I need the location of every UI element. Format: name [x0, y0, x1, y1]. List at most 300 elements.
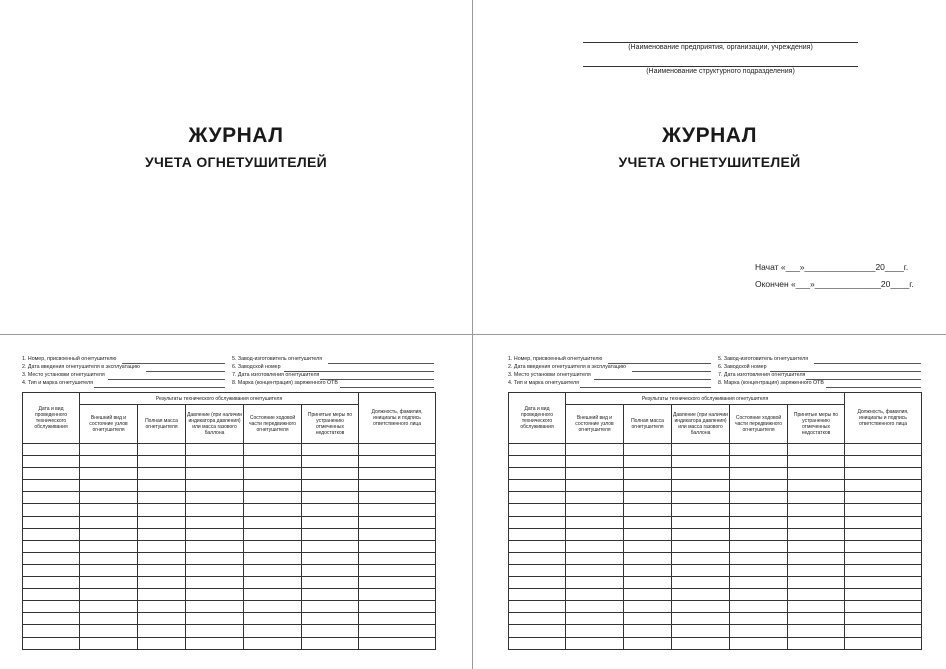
table-cell — [730, 516, 788, 528]
service-log-table — [22, 392, 436, 650]
table-cell — [359, 504, 436, 516]
table-cell — [80, 625, 138, 637]
field-agent-grade: 8. Марка (концентрация) заряженного ОТВ — [232, 380, 338, 386]
table-cell — [788, 468, 845, 480]
table-cell — [244, 480, 302, 492]
table-cell — [138, 480, 186, 492]
table-cell — [186, 601, 244, 613]
table-cell — [845, 552, 922, 564]
table-cell — [730, 552, 788, 564]
table-cell — [788, 540, 845, 552]
field-manufacture-date: 7. Дата изготовления огнетушителя — [718, 372, 806, 378]
table-row — [509, 589, 922, 601]
table-cell — [566, 601, 624, 613]
table-cell — [788, 613, 845, 625]
table-cell — [509, 528, 566, 540]
service-log-table — [508, 392, 922, 650]
table-row — [509, 552, 922, 564]
table-cell — [302, 456, 359, 468]
table-cell — [845, 589, 922, 601]
table-cell — [788, 480, 845, 492]
field-number: 1. Номер, присвоенный огнетушителю — [22, 356, 117, 362]
table-cell — [672, 540, 730, 552]
table-cell — [509, 456, 566, 468]
table-row — [23, 516, 436, 528]
table-body — [509, 444, 922, 650]
table-cell — [788, 504, 845, 516]
table-cell — [359, 468, 436, 480]
started-date: Начат «___»_______________20____г. — [755, 262, 909, 272]
table-cell — [509, 564, 566, 576]
table-cell — [80, 564, 138, 576]
table-cell — [138, 456, 186, 468]
header-measures: Принятые меры по устранению отмеченных недостатков — [302, 405, 359, 444]
table-cell — [566, 516, 624, 528]
field-number: 1. Номер, присвоенный огнетушителю — [508, 356, 603, 362]
table-cell — [566, 480, 624, 492]
table-cell — [302, 468, 359, 480]
table-cell — [23, 577, 80, 589]
table-cell — [730, 444, 788, 456]
table-cell — [845, 504, 922, 516]
table-cell — [186, 492, 244, 504]
table-cell — [624, 528, 672, 540]
table-cell — [672, 625, 730, 637]
table-cell — [302, 613, 359, 625]
table-cell — [788, 637, 845, 649]
table-cell — [672, 613, 730, 625]
field-commission-date-line — [146, 371, 225, 372]
table-cell — [138, 516, 186, 528]
table-cell — [359, 480, 436, 492]
table-cell — [730, 564, 788, 576]
table-cell — [566, 564, 624, 576]
table-cell — [566, 528, 624, 540]
table-cell — [730, 540, 788, 552]
table-cell — [624, 577, 672, 589]
table-cell — [788, 456, 845, 468]
table-cell — [788, 492, 845, 504]
table-cell — [509, 625, 566, 637]
table-cell — [509, 601, 566, 613]
header-pressure: Давление (при наличии индикатора давления) или масса газового баллона — [672, 405, 730, 444]
table-cell — [672, 552, 730, 564]
table-cell — [244, 504, 302, 516]
field-agent-grade-line — [340, 387, 434, 388]
table-cell — [244, 540, 302, 552]
table-cell — [138, 552, 186, 564]
table-cell — [624, 468, 672, 480]
table-row — [23, 577, 436, 589]
table-cell — [186, 468, 244, 480]
table-cell — [845, 492, 922, 504]
table-cell — [845, 528, 922, 540]
table-cell — [80, 613, 138, 625]
table-cell — [845, 480, 922, 492]
table-row — [23, 552, 436, 564]
table-cell — [80, 577, 138, 589]
table-cell — [80, 468, 138, 480]
table-cell — [624, 625, 672, 637]
header-responsible: Должность, фамилия, инициалы и подпись ответственного лица — [359, 393, 436, 444]
table-cell — [23, 516, 80, 528]
table-cell — [138, 528, 186, 540]
table-cell — [138, 468, 186, 480]
table-cell — [566, 589, 624, 601]
table-cell — [788, 552, 845, 564]
table-row — [23, 492, 436, 504]
header-running-gear: Состояние ходовой части передвижного огнетушителя — [730, 405, 788, 444]
table-row — [23, 540, 436, 552]
table-cell — [624, 516, 672, 528]
table-cell — [566, 492, 624, 504]
table-cell — [138, 444, 186, 456]
table-cell — [138, 625, 186, 637]
table-cell — [845, 516, 922, 528]
table-cell — [23, 564, 80, 576]
table-cell — [138, 601, 186, 613]
table-cell — [566, 577, 624, 589]
table-cell — [23, 492, 80, 504]
table-cell — [788, 564, 845, 576]
table-cell — [788, 516, 845, 528]
table-cell — [302, 516, 359, 528]
table-cell — [359, 625, 436, 637]
field-location-line — [594, 379, 711, 380]
table-row — [23, 528, 436, 540]
table-cell — [186, 625, 244, 637]
table-cell — [624, 552, 672, 564]
table-cell — [845, 613, 922, 625]
table-cell — [244, 516, 302, 528]
table-cell — [672, 516, 730, 528]
table-row — [23, 613, 436, 625]
table-cell — [23, 613, 80, 625]
field-commission-date: 2. Дата введения огнетушителя в эксплуатацию — [508, 364, 626, 370]
table-cell — [845, 468, 922, 480]
table-cell — [186, 589, 244, 601]
table-row — [509, 540, 922, 552]
table-cell — [302, 552, 359, 564]
table-cell — [80, 589, 138, 601]
table-cell — [80, 456, 138, 468]
table-cell — [302, 601, 359, 613]
table-cell — [730, 528, 788, 540]
table-cell — [509, 577, 566, 589]
table-cell — [244, 468, 302, 480]
table-cell — [509, 637, 566, 649]
table-cell — [359, 564, 436, 576]
field-manufacture-date: 7. Дата изготовления огнетушителя — [232, 372, 320, 378]
table-cell — [186, 456, 244, 468]
header-running-gear: Состояние ходовой части передвижного огнетушителя — [244, 405, 302, 444]
header-full-mass: Полная масса огнетушителя — [624, 405, 672, 444]
table-cell — [80, 516, 138, 528]
field-type-line — [580, 387, 711, 388]
cover-page — [0, 0, 472, 334]
table-cell — [359, 637, 436, 649]
table-cell — [672, 589, 730, 601]
table-row — [23, 444, 436, 456]
field-location: 3. Место установки огнетушителя — [22, 372, 105, 378]
table-row — [509, 468, 922, 480]
table-cell — [730, 492, 788, 504]
organization-line — [583, 42, 858, 43]
table-cell — [359, 577, 436, 589]
table-row — [23, 564, 436, 576]
field-serial: 6. Заводской номер — [232, 364, 281, 370]
table-cell — [672, 468, 730, 480]
table-cell — [23, 444, 80, 456]
table-cell — [730, 504, 788, 516]
header-appearance: Внешний вид и состояние узлов огнетушителя — [566, 405, 624, 444]
table-cell — [80, 504, 138, 516]
table-cell — [23, 637, 80, 649]
header-pressure: Давление (при наличии индикатора давления) или масса газового баллона — [186, 405, 244, 444]
field-manufacturer-line — [814, 363, 921, 364]
field-commission-date-line — [632, 371, 711, 372]
table-cell — [672, 577, 730, 589]
table-cell — [672, 601, 730, 613]
journal-subtitle: УЧЕТА ОГНЕТУШИТЕЛЕЙ — [618, 154, 801, 170]
table-cell — [359, 540, 436, 552]
table-cell — [186, 613, 244, 625]
table-cell — [566, 456, 624, 468]
table-row — [509, 516, 922, 528]
table-cell — [788, 577, 845, 589]
table-cell — [244, 564, 302, 576]
table-row — [509, 625, 922, 637]
table-row — [509, 577, 922, 589]
table-body — [23, 444, 436, 650]
table-cell — [359, 601, 436, 613]
log-page-left — [0, 335, 472, 669]
table-row — [23, 637, 436, 649]
table-cell — [186, 564, 244, 576]
table-cell — [138, 504, 186, 516]
table-cell — [788, 601, 845, 613]
table-cell — [672, 504, 730, 516]
table-cell — [302, 625, 359, 637]
table-cell — [730, 480, 788, 492]
table-cell — [302, 564, 359, 576]
header-measures: Принятые меры по устранению отмеченных недостатков — [788, 405, 845, 444]
table-cell — [23, 552, 80, 564]
table-cell — [509, 540, 566, 552]
header-full-mass: Полная масса огнетушителя — [138, 405, 186, 444]
table-row — [23, 601, 436, 613]
table-cell — [845, 540, 922, 552]
table-cell — [845, 577, 922, 589]
table-cell — [244, 577, 302, 589]
table-cell — [788, 528, 845, 540]
table-cell — [845, 444, 922, 456]
field-type: 4. Тип и марка огнетушителя — [508, 380, 580, 386]
table-cell — [672, 456, 730, 468]
field-manufacturer: 5. Завод-изготовитель огнетушителя — [232, 356, 323, 362]
table-row — [509, 637, 922, 649]
table-cell — [359, 492, 436, 504]
table-cell — [80, 637, 138, 649]
table-cell — [359, 589, 436, 601]
table-cell — [23, 540, 80, 552]
table-cell — [730, 625, 788, 637]
table-row — [509, 613, 922, 625]
cover-subtitle: УЧЕТА ОГНЕТУШИТЕЛЕЙ — [144, 154, 328, 170]
table-cell — [624, 480, 672, 492]
table-row — [23, 625, 436, 637]
field-serial: 6. Заводской номер — [718, 364, 767, 370]
table-cell — [244, 637, 302, 649]
table-cell — [359, 456, 436, 468]
table-cell — [23, 528, 80, 540]
table-cell — [672, 637, 730, 649]
table-row — [509, 480, 922, 492]
table-cell — [624, 504, 672, 516]
table-cell — [80, 552, 138, 564]
table-row — [23, 480, 436, 492]
table-cell — [788, 589, 845, 601]
table-cell — [138, 564, 186, 576]
table-cell — [730, 589, 788, 601]
table-cell — [624, 444, 672, 456]
table-cell — [302, 492, 359, 504]
table-cell — [138, 577, 186, 589]
table-cell — [359, 613, 436, 625]
header-results-group: Результаты технического обслуживания огнетушителя — [566, 393, 845, 405]
table-cell — [730, 637, 788, 649]
table-cell — [566, 637, 624, 649]
table-cell — [80, 480, 138, 492]
table-row — [509, 528, 922, 540]
header-results-group: Результаты технического обслуживания огнетушителя — [80, 393, 359, 405]
table-cell — [730, 456, 788, 468]
table-cell — [23, 589, 80, 601]
table-cell — [672, 528, 730, 540]
department-line — [583, 66, 858, 67]
field-commission-date: 2. Дата введения огнетушителя в эксплуатацию — [22, 364, 140, 370]
table-cell — [509, 504, 566, 516]
header-date-type: Дата и вид проведенного технического обслуживания — [23, 393, 80, 444]
table-cell — [624, 564, 672, 576]
table-cell — [80, 528, 138, 540]
table-cell — [302, 637, 359, 649]
table-row — [509, 492, 922, 504]
table-row — [509, 444, 922, 456]
table-cell — [23, 504, 80, 516]
table-cell — [566, 613, 624, 625]
title-page — [473, 0, 946, 334]
table-cell — [672, 480, 730, 492]
table-row — [509, 564, 922, 576]
table-cell — [566, 468, 624, 480]
table-cell — [244, 444, 302, 456]
table-cell — [730, 468, 788, 480]
table-cell — [845, 456, 922, 468]
table-cell — [244, 601, 302, 613]
table-cell — [244, 589, 302, 601]
table-cell — [788, 625, 845, 637]
table-row — [509, 601, 922, 613]
table-cell — [186, 540, 244, 552]
table-cell — [359, 528, 436, 540]
journal-title: ЖУРНАЛ — [662, 124, 757, 147]
field-manufacturer: 5. Завод-изготовитель огнетушителя — [718, 356, 809, 362]
header-responsible: Должность, фамилия, инициалы и подпись ответственного лица — [845, 393, 922, 444]
table-cell — [509, 516, 566, 528]
table-row — [23, 589, 436, 601]
table-cell — [302, 540, 359, 552]
field-location: 3. Место установки огнетушителя — [508, 372, 591, 378]
table-cell — [186, 480, 244, 492]
table-cell — [566, 540, 624, 552]
table-cell — [624, 540, 672, 552]
table-cell — [80, 540, 138, 552]
table-cell — [302, 577, 359, 589]
table-cell — [186, 637, 244, 649]
table-cell — [302, 528, 359, 540]
table-cell — [566, 504, 624, 516]
table-cell — [138, 540, 186, 552]
table-row — [509, 456, 922, 468]
table-cell — [186, 528, 244, 540]
table-cell — [845, 625, 922, 637]
table-cell — [730, 601, 788, 613]
field-agent-grade-line — [826, 387, 921, 388]
table-cell — [359, 444, 436, 456]
table-row — [23, 504, 436, 516]
table-row — [23, 456, 436, 468]
table-cell — [359, 552, 436, 564]
table-cell — [80, 492, 138, 504]
table-cell — [186, 516, 244, 528]
finished-date: Окончен «___»______________20____г. — [755, 279, 914, 289]
table-cell — [138, 637, 186, 649]
table-cell — [788, 444, 845, 456]
table-cell — [186, 444, 244, 456]
field-location-line — [108, 379, 225, 380]
table-cell — [23, 456, 80, 468]
organization-caption: (Наименование предприятия, организации, учреждения) — [628, 44, 813, 51]
table-cell — [302, 444, 359, 456]
table-cell — [730, 613, 788, 625]
table-cell — [509, 492, 566, 504]
table-row — [509, 504, 922, 516]
field-manufacturer-line — [328, 363, 434, 364]
header-appearance: Внешний вид и состояние узлов огнетушителя — [80, 405, 138, 444]
table-cell — [138, 589, 186, 601]
table-cell — [509, 613, 566, 625]
table-cell — [244, 492, 302, 504]
field-type: 4. Тип и марка огнетушителя — [22, 380, 94, 386]
table-cell — [672, 444, 730, 456]
table-cell — [186, 504, 244, 516]
table-cell — [509, 589, 566, 601]
department-caption: (Наименование структурного подразделения) — [646, 68, 795, 75]
table-cell — [302, 480, 359, 492]
table-cell — [186, 552, 244, 564]
table-cell — [244, 613, 302, 625]
table-cell — [302, 504, 359, 516]
table-cell — [244, 625, 302, 637]
table-cell — [672, 564, 730, 576]
table-cell — [186, 577, 244, 589]
table-cell — [509, 552, 566, 564]
table-cell — [23, 601, 80, 613]
table-cell — [845, 637, 922, 649]
table-cell — [624, 492, 672, 504]
table-cell — [845, 601, 922, 613]
